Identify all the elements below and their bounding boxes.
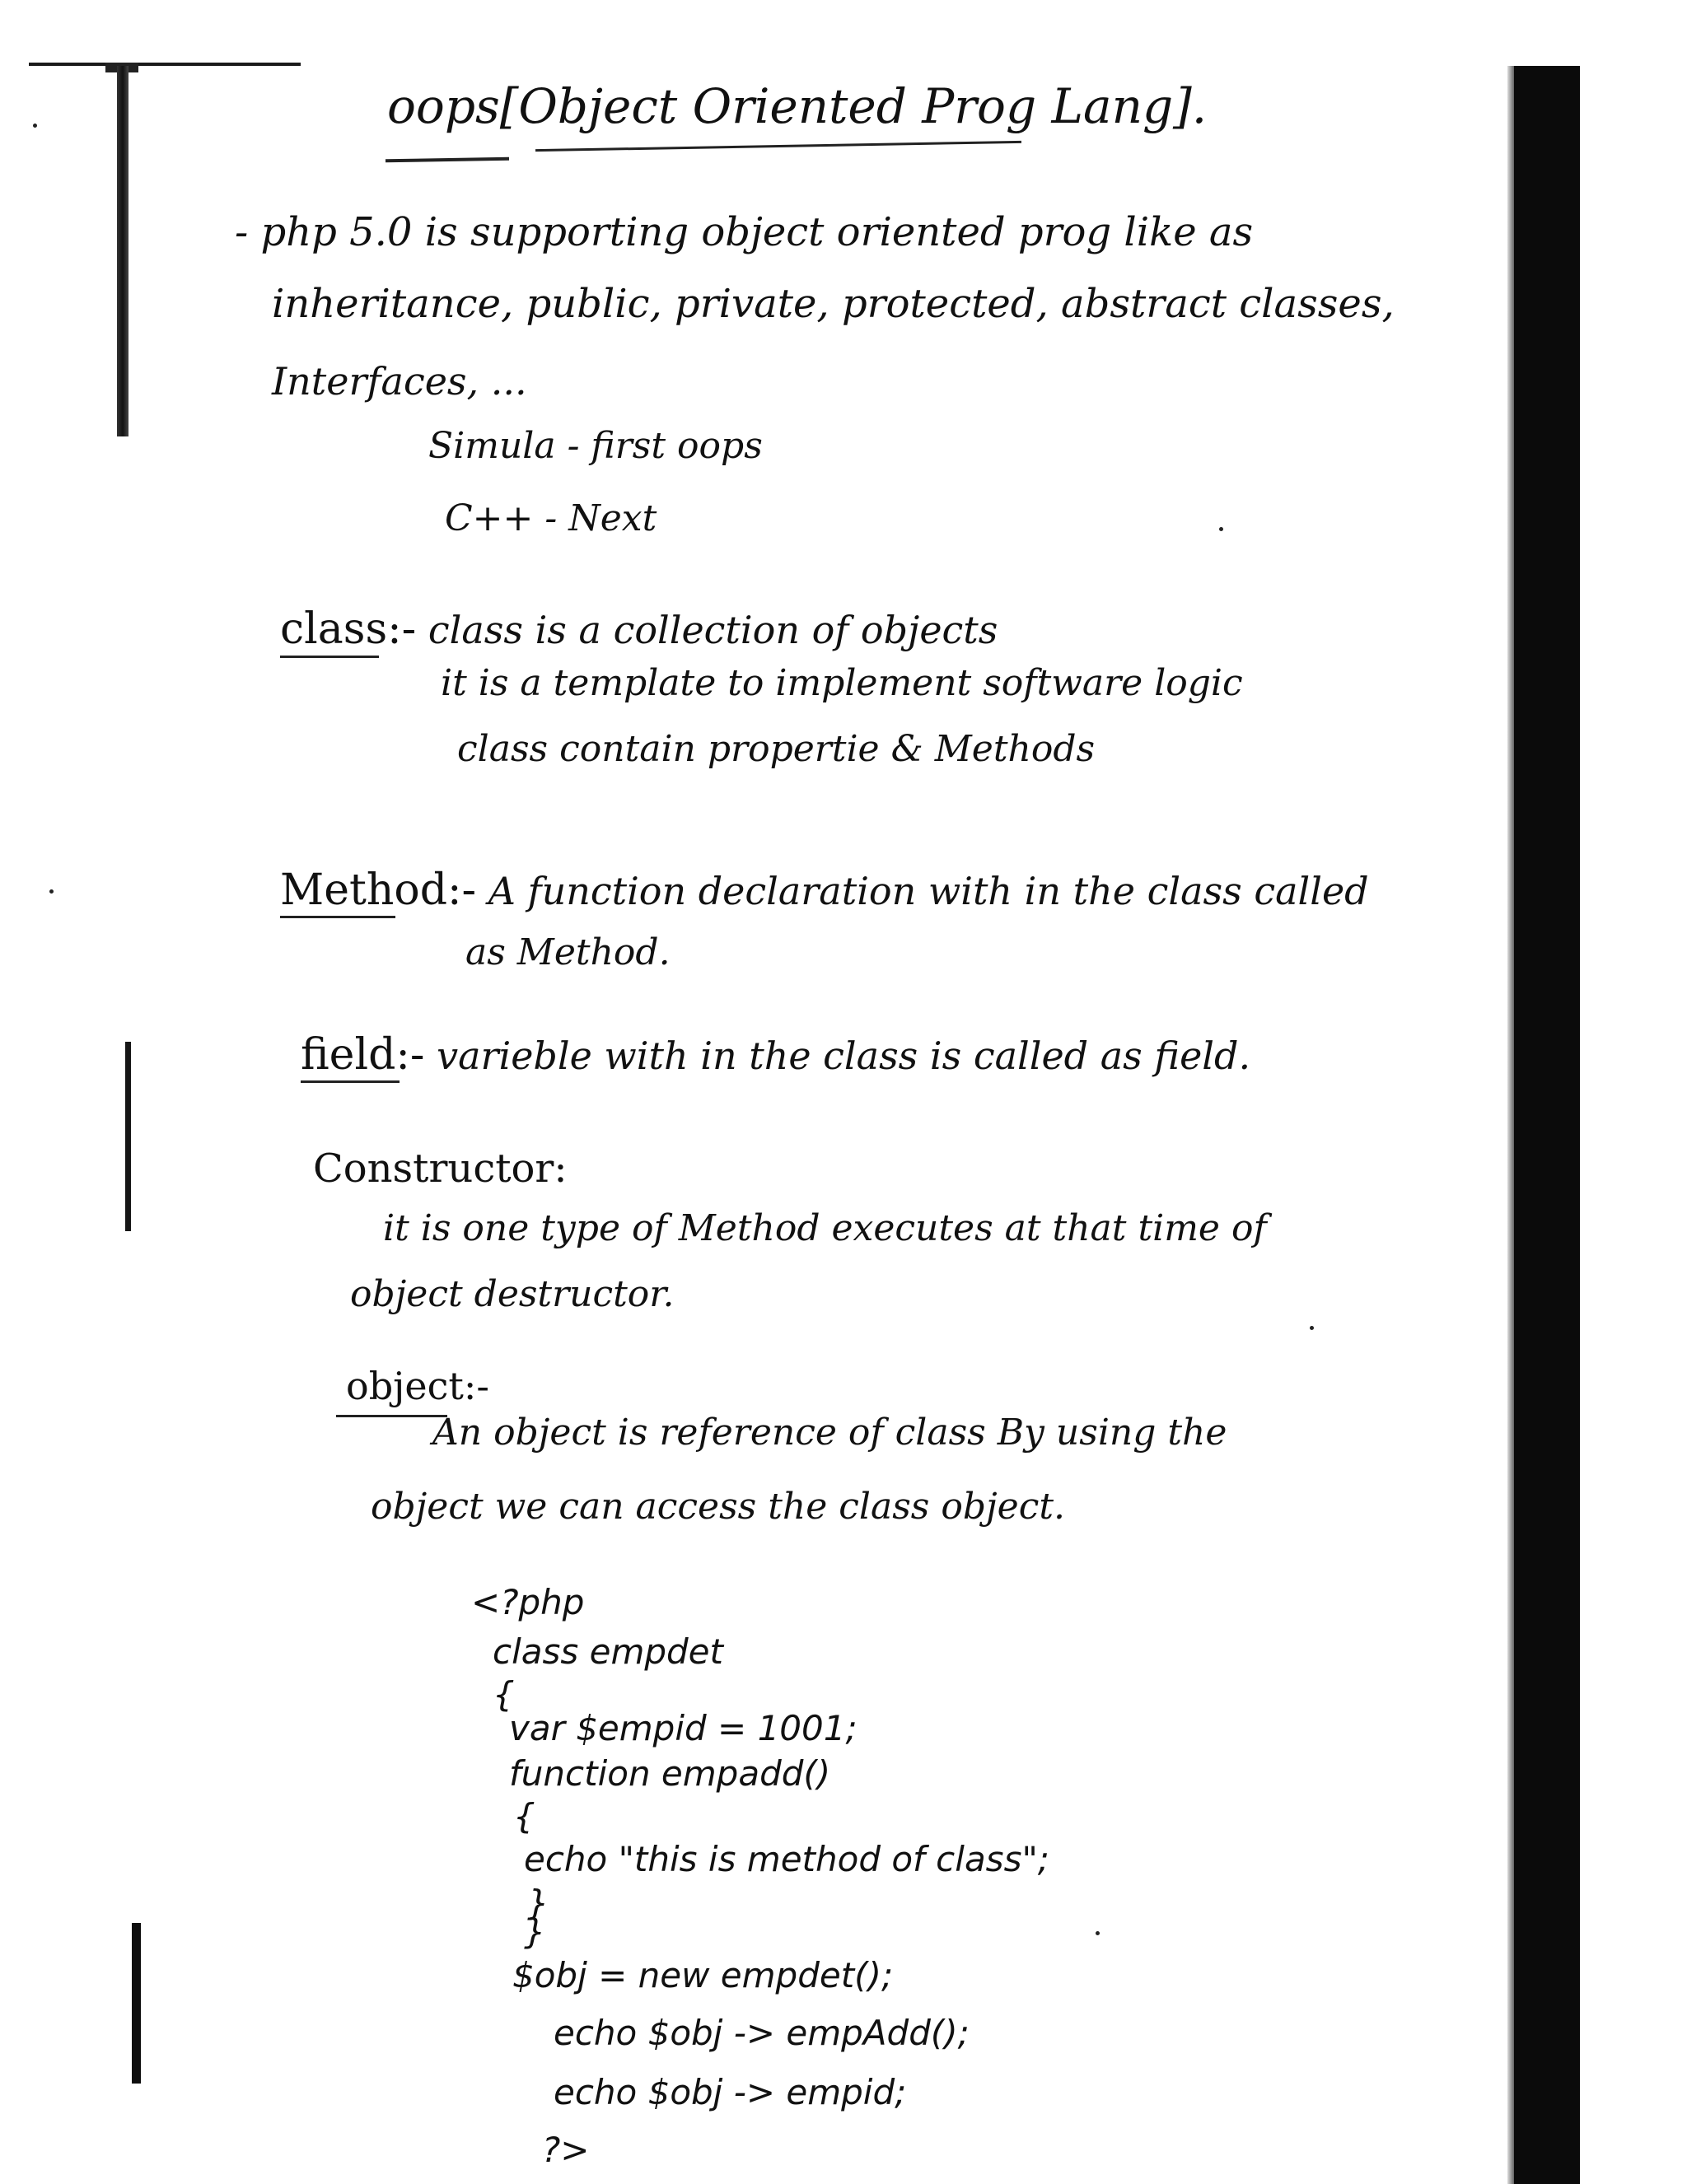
- class-term-underline: [280, 656, 379, 658]
- code-line: echo $obj -> empAdd();: [554, 2013, 970, 2053]
- constructor-line-2: object destructor.: [350, 1273, 675, 1315]
- scan-edge-line: [29, 63, 301, 66]
- code-line: {: [493, 1674, 515, 1715]
- title-underline: [386, 157, 509, 163]
- method-term-underline: [280, 916, 395, 918]
- object-term: object:-: [346, 1364, 489, 1408]
- code-line: var $empid = 1001;: [509, 1708, 858, 1748]
- scan-speck: [33, 124, 37, 128]
- intro-line-2: inheritance, public, private, protected, abstract classes,: [272, 281, 1395, 327]
- scan-page-edge: [1514, 66, 1580, 2184]
- intro-line-3: Interfaces, ...: [272, 359, 527, 404]
- scan-speck: [1096, 1931, 1100, 1935]
- class-term: class:-: [280, 604, 417, 654]
- method-term: Method:-: [280, 866, 477, 915]
- object-term-underline: [336, 1415, 447, 1417]
- object-line-1: An object is reference of class By using the: [432, 1412, 1227, 1454]
- code-line: function empadd(): [509, 1753, 831, 1794]
- code-line: echo $obj -> empid;: [554, 2072, 907, 2112]
- intro-simula: Simula - first oops: [428, 425, 763, 467]
- class-definition-line-1: [280, 604, 998, 654]
- constructor-term: Constructor:: [313, 1146, 568, 1192]
- scan-speck: [1219, 527, 1223, 531]
- constructor-line-1: it is one type of Method executes at that time of: [383, 1207, 1267, 1249]
- code-line: $obj = new empdet();: [512, 1955, 894, 1995]
- scan-speck: [1310, 1326, 1314, 1330]
- code-line: echo "this is method of class";: [524, 1839, 1049, 1879]
- scan-speck: [49, 889, 54, 894]
- class-definition-line-3: class contain propertie & Methods: [457, 728, 1096, 770]
- field-term: field:-: [301, 1030, 425, 1080]
- method-text: A function declaration with in the class called: [488, 869, 1369, 913]
- intro-line-1: - php 5.0 is supporting object oriented prog like as: [235, 209, 1254, 255]
- intro-cpp: C++ - Next: [445, 497, 657, 539]
- class-definition-line-2: it is a template to implement software logic: [441, 662, 1243, 704]
- scan-binding-mark: [125, 1042, 131, 1231]
- class-text: class is a collection of objects: [428, 608, 998, 652]
- object-line-2: object we can access the class object.: [371, 1486, 1066, 1528]
- field-term-underline: [301, 1080, 400, 1083]
- scan-binding-mark: [117, 66, 129, 436]
- code-line: {: [513, 1796, 535, 1836]
- code-line: }: [524, 1911, 546, 1952]
- code-line: ?>: [542, 2130, 590, 2170]
- code-line: <?php: [471, 1582, 585, 1622]
- method-definition-line-1: [280, 866, 1369, 915]
- code-line: class empdet: [493, 1631, 723, 1672]
- page-title: oops[Object Oriented Prog Lang].: [387, 78, 1208, 134]
- scan-binding-mark: [132, 1923, 141, 2084]
- method-definition-line-2: as Method.: [465, 931, 671, 973]
- field-definition: [301, 1030, 1251, 1080]
- title-underline: [535, 141, 1021, 152]
- code-line: }: [527, 1883, 549, 1923]
- field-text: varieble with in the class is called as field.: [437, 1034, 1251, 1078]
